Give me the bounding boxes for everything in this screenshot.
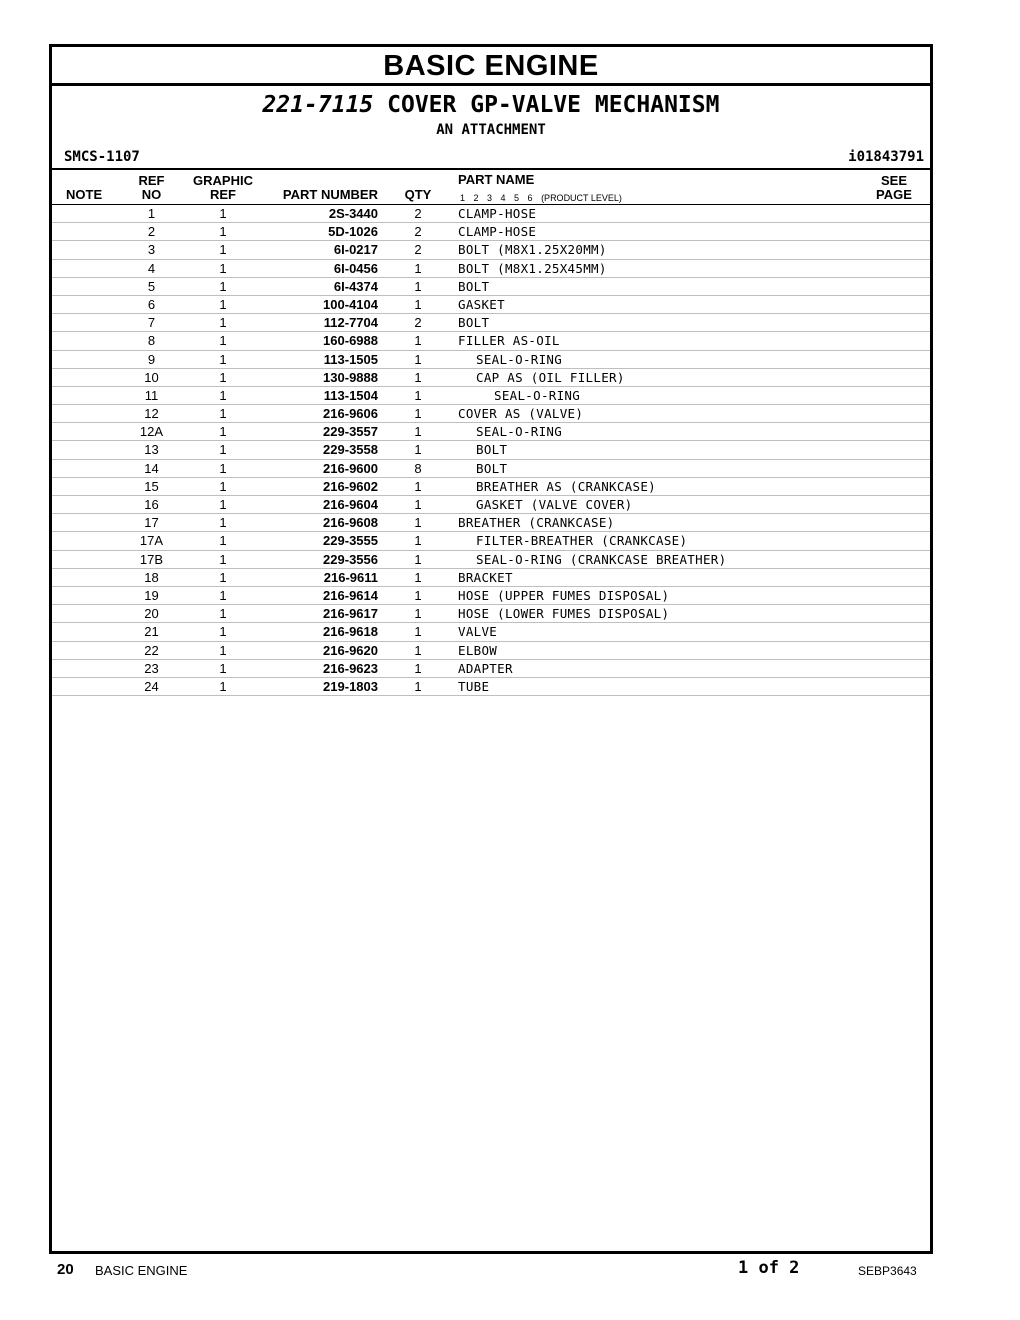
column-see-page-line1: SEE	[880, 173, 907, 188]
part-name-cell: GASKET	[458, 296, 505, 312]
ref-no-cell: 19	[144, 587, 159, 603]
smcs-code: SMCS-1107	[64, 149, 140, 165]
qty-cell: 1	[414, 260, 422, 276]
qty-cell: 1	[414, 369, 422, 385]
qty-cell: 1	[414, 424, 422, 440]
part-name-cell: VALVE	[458, 624, 498, 640]
graphic-ref-cell: 1	[219, 642, 227, 658]
part-number-cell: 216-9600	[323, 460, 378, 476]
table-row	[52, 405, 930, 423]
part-number-cell: 112-7704	[323, 315, 378, 331]
graphic-ref-cell: 1	[219, 242, 227, 258]
graphic-ref-cell: 1	[219, 224, 227, 240]
part-name-cell: COVER AS (VALVE)	[458, 406, 584, 422]
graphic-ref-cell: 1	[219, 606, 227, 622]
ref-no-cell: 24	[144, 678, 159, 694]
part-number-cell: 219-1803	[323, 678, 378, 694]
ref-no-cell: 10	[144, 369, 159, 385]
part-number-cell: 216-9623	[323, 660, 378, 676]
part-name-cell: BREATHER AS (CRANKCASE)	[476, 478, 656, 494]
part-number-cell: 229-3555	[323, 533, 378, 549]
table-row	[52, 223, 930, 241]
part-name-cell: ELBOW	[458, 642, 498, 658]
graphic-ref-cell: 1	[219, 206, 227, 221]
part-name-cell: SEAL-O-RING	[476, 351, 563, 367]
group-title	[52, 90, 930, 120]
ref-no-cell: 6	[147, 296, 156, 312]
ref-no-cell: 17A	[139, 533, 164, 549]
part-number-cell: 5D-1026	[328, 224, 378, 240]
part-name-cell: BOLT (M8X1.25X20MM)	[458, 242, 607, 258]
table-row	[52, 423, 930, 441]
part-name-cell: FILTER-BREATHER (CRANKCASE)	[476, 533, 688, 549]
qty-cell: 1	[414, 551, 422, 567]
qty-cell: 1	[414, 569, 422, 585]
ref-no-cell: 13	[144, 442, 159, 458]
part-number-cell: 130-9888	[323, 369, 378, 385]
table-row	[52, 278, 930, 296]
qty-cell: 1	[414, 278, 422, 294]
qty-cell: 2	[414, 242, 422, 258]
level-numbers: 1 2 3 4 5 6	[460, 193, 533, 203]
qty-cell: 1	[414, 624, 422, 640]
ref-no-cell: 18	[144, 569, 159, 585]
part-number-cell: 216-9606	[323, 406, 378, 422]
part-number-cell: 216-9608	[323, 515, 378, 531]
part-number-cell: 229-3556	[323, 551, 378, 567]
table-row	[52, 332, 930, 350]
qty-cell: 1	[414, 296, 422, 312]
ref-no-cell: 17B	[139, 551, 164, 567]
ref-no-cell: 1	[147, 206, 156, 221]
table-row	[52, 241, 930, 259]
qty-cell: 1	[414, 497, 422, 512]
part-number-cell: 216-9604	[323, 497, 378, 512]
graphic-ref-cell: 1	[219, 551, 227, 567]
part-name-cell: SEAL-O-RING	[494, 387, 581, 403]
part-name-cell: BOLT	[476, 442, 508, 458]
qty-cell: 2	[414, 315, 422, 331]
table-row	[52, 551, 930, 569]
part-number-cell: 216-9614	[323, 587, 378, 603]
table-row	[52, 387, 930, 405]
part-name-cell: CLAMP-HOSE	[458, 206, 537, 221]
ref-no-cell: 21	[144, 624, 159, 640]
group-name: COVER GP-VALVE MECHANISM	[387, 92, 720, 118]
table-row	[52, 678, 930, 696]
ref-no-cell: 12A	[139, 424, 164, 440]
table-row	[52, 587, 930, 605]
graphic-ref-cell: 1	[219, 569, 227, 585]
ref-no-cell: 23	[144, 660, 159, 676]
graphic-ref-cell: 1	[219, 497, 227, 512]
table-row	[52, 605, 930, 623]
qty-cell: 1	[414, 587, 422, 603]
part-name-cell: FILLER AS-OIL	[458, 333, 560, 349]
table-row	[52, 351, 930, 369]
qty-cell: 1	[414, 387, 422, 403]
ref-no-cell: 20	[144, 606, 159, 622]
product-level-label: (PRODUCT LEVEL)	[541, 193, 622, 203]
page-number: 20	[57, 1261, 74, 1278]
part-name-cell: SEAL-O-RING	[476, 424, 563, 440]
column-level-markers	[460, 191, 622, 205]
page-footer	[0, 1260, 1020, 1280]
graphic-ref-cell: 1	[219, 406, 227, 422]
table-row	[52, 260, 930, 278]
parts-list	[52, 205, 930, 696]
qty-cell: 1	[414, 478, 422, 494]
part-number-cell: 216-9602	[323, 478, 378, 494]
qty-cell: 1	[414, 442, 422, 458]
table-row	[52, 478, 930, 496]
header-divider	[52, 168, 930, 170]
part-name-cell: TUBE	[458, 678, 490, 694]
qty-cell: 1	[414, 351, 422, 367]
part-number-cell: 113-1504	[323, 387, 378, 403]
column-graphic-ref-line2: REF	[210, 187, 236, 202]
qty-cell: 1	[414, 533, 422, 549]
graphic-ref-cell: 1	[219, 296, 227, 312]
page-of: 1 of 2	[738, 1258, 800, 1278]
ref-no-cell: 9	[147, 351, 156, 367]
part-number-cell: 216-9618	[323, 624, 378, 640]
table-row	[52, 314, 930, 332]
ref-no-cell: 22	[144, 642, 159, 658]
part-number-cell: 100-4104	[323, 296, 378, 312]
ref-no-cell: 16	[144, 497, 159, 512]
table-row	[52, 569, 930, 587]
part-name-cell: BOLT	[476, 460, 508, 476]
part-name-cell: BOLT	[458, 278, 490, 294]
qty-cell: 2	[414, 206, 422, 221]
ref-no-cell: 3	[147, 242, 156, 258]
column-graphic-ref-line1: GRAPHIC	[193, 173, 253, 188]
column-header-row	[52, 172, 930, 205]
table-row	[52, 441, 930, 459]
footer-section: BASIC ENGINE	[95, 1263, 188, 1278]
part-number-cell: 216-9611	[323, 569, 378, 585]
ref-no-cell: 4	[147, 260, 156, 276]
graphic-ref-cell: 1	[219, 442, 227, 458]
qty-cell: 1	[414, 678, 422, 694]
graphic-ref-cell: 1	[219, 369, 227, 385]
column-note: NOTE	[66, 187, 103, 202]
qty-cell: 8	[414, 460, 422, 476]
qty-cell: 1	[414, 515, 422, 531]
qty-cell: 1	[414, 606, 422, 622]
part-name-cell: SEAL-O-RING (CRANKCASE BREATHER)	[476, 551, 727, 567]
graphic-ref-cell: 1	[219, 478, 227, 494]
part-number-cell: 113-1505	[323, 351, 378, 367]
part-name-cell: BREATHER (CRANKCASE)	[458, 515, 615, 531]
group-number: 221-7115	[262, 92, 374, 118]
part-number-cell: 2S-3440	[328, 206, 378, 221]
graphic-ref-cell: 1	[219, 660, 227, 676]
graphic-ref-cell: 1	[219, 333, 227, 349]
table-row	[52, 623, 930, 641]
graphic-ref-cell: 1	[219, 533, 227, 549]
graphic-ref-cell: 1	[219, 678, 227, 694]
part-name-cell: BRACKET	[458, 569, 513, 585]
part-number-cell: 229-3557	[323, 424, 378, 440]
section-title: BASIC ENGINE	[52, 47, 930, 86]
ref-no-cell: 15	[144, 478, 159, 494]
graphic-ref-cell: 1	[219, 460, 227, 476]
ref-no-cell: 5	[147, 278, 156, 294]
table-row	[52, 642, 930, 660]
table-row	[52, 496, 930, 514]
part-number-cell: 6I-0217	[333, 242, 378, 258]
graphic-ref-cell: 1	[219, 351, 227, 367]
column-ref-no-line2: NO	[141, 187, 162, 202]
part-name-cell: GASKET (VALVE COVER)	[476, 497, 633, 512]
table-row	[52, 514, 930, 532]
table-row	[52, 369, 930, 387]
graphic-ref-cell: 1	[219, 624, 227, 640]
graphic-ref-cell: 1	[219, 387, 227, 403]
ref-no-cell: 14	[144, 460, 159, 476]
qty-cell: 1	[414, 660, 422, 676]
parts-page-frame	[49, 44, 933, 1254]
ref-no-cell: 11	[144, 387, 159, 403]
ref-no-cell: 17	[144, 515, 159, 531]
graphic-ref-cell: 1	[219, 515, 227, 531]
part-number-cell: 6I-4374	[333, 278, 378, 294]
part-name-cell: BOLT	[458, 315, 490, 331]
qty-cell: 1	[414, 642, 422, 658]
table-row	[52, 460, 930, 478]
graphic-ref-cell: 1	[219, 315, 227, 331]
qty-cell: 2	[414, 224, 422, 240]
part-name-cell: HOSE (UPPER FUMES DISPOSAL)	[458, 587, 670, 603]
table-row	[52, 296, 930, 314]
part-number-cell: 216-9617	[323, 606, 378, 622]
column-qty: QTY	[404, 187, 432, 202]
part-number-cell: 216-9620	[323, 642, 378, 658]
table-row	[52, 532, 930, 550]
group-subtitle: AN ATTACHMENT	[436, 122, 546, 138]
column-ref-no-line1: REF	[138, 173, 165, 188]
illustration-id: i01843791	[848, 149, 924, 165]
graphic-ref-cell: 1	[219, 587, 227, 603]
part-name-cell: ADAPTER	[458, 660, 513, 676]
part-name-cell: BOLT (M8X1.25X45MM)	[458, 260, 607, 276]
part-number-cell: 6I-0456	[333, 260, 378, 276]
qty-cell: 1	[414, 406, 422, 422]
table-row	[52, 205, 930, 223]
column-see-page-line2: PAGE	[876, 187, 912, 202]
column-part-number: PART NUMBER	[282, 187, 378, 202]
ref-no-cell: 12	[144, 406, 159, 422]
part-number-cell: 229-3558	[323, 442, 378, 458]
table-row	[52, 660, 930, 678]
ref-no-cell: 7	[147, 315, 156, 331]
part-name-cell: HOSE (LOWER FUMES DISPOSAL)	[458, 606, 670, 622]
part-name-cell: CLAMP-HOSE	[458, 224, 537, 240]
ref-no-cell: 2	[147, 224, 156, 240]
graphic-ref-cell: 1	[219, 278, 227, 294]
graphic-ref-cell: 1	[219, 260, 227, 276]
part-number-cell: 160-6988	[323, 333, 378, 349]
ref-no-cell: 8	[147, 333, 156, 349]
column-part-name: PART NAME	[458, 172, 535, 187]
part-name-cell: CAP AS (OIL FILLER)	[476, 369, 625, 385]
qty-cell: 1	[414, 333, 422, 349]
graphic-ref-cell: 1	[219, 424, 227, 440]
document-id: SEBP3643	[858, 1264, 917, 1278]
